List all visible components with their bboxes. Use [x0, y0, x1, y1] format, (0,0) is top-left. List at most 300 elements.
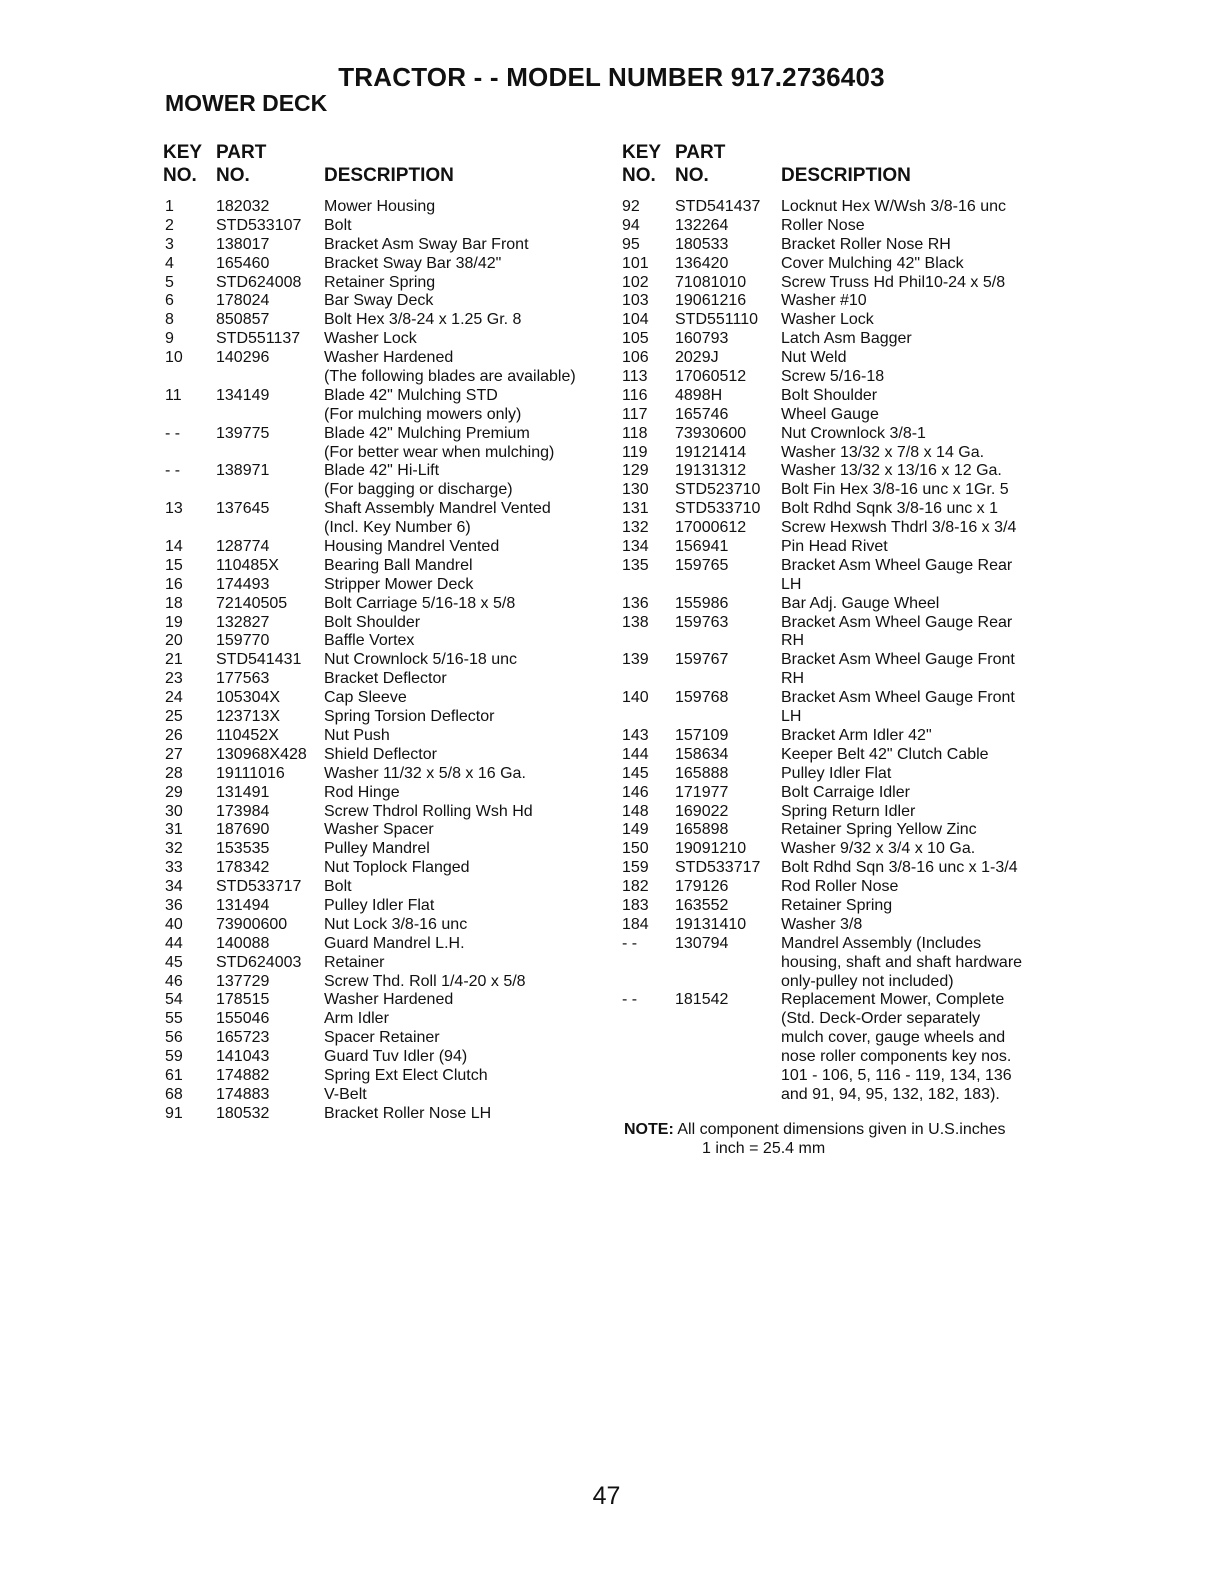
- table-row: [622, 274, 1062, 293]
- part-description: Screw Truss Hd Phil10-24 x 5/8: [781, 273, 1006, 291]
- table-row: [622, 462, 1062, 481]
- description-header: DESCRIPTION: [324, 165, 454, 186]
- part-number: STD523710: [675, 481, 761, 499]
- part-number: STD533710: [675, 500, 761, 518]
- key-number: 139: [622, 651, 649, 669]
- table-row: [163, 1010, 608, 1029]
- table-row: [622, 840, 1062, 859]
- key-number: 5: [165, 273, 174, 291]
- table-row: [163, 368, 608, 387]
- table-row: [163, 765, 608, 784]
- key-number: - -: [622, 991, 638, 1009]
- part-description: Washer Spacer: [324, 821, 434, 839]
- note-conversion: 1 inch = 25.4 mm: [702, 1140, 826, 1157]
- table-row: [622, 481, 1062, 500]
- part-number: STD533717: [216, 878, 302, 896]
- table-row: [163, 576, 608, 595]
- note: [624, 1120, 1006, 1158]
- table-row: [622, 292, 1062, 311]
- key-number: 27: [165, 745, 183, 763]
- table-row: [163, 274, 608, 293]
- part-description: LH: [781, 575, 802, 593]
- table-row: [622, 632, 1062, 651]
- table-row: [622, 784, 1062, 803]
- part-number: 17000612: [675, 519, 747, 537]
- table-row: [163, 198, 608, 217]
- table-row: [622, 1029, 1062, 1048]
- key-number: 148: [622, 802, 649, 820]
- part-description: Washer Lock: [324, 330, 417, 348]
- table-row: [622, 519, 1062, 538]
- part-number: STD551137: [216, 330, 301, 348]
- key-number: 105: [622, 330, 649, 348]
- table-row: [163, 1029, 608, 1048]
- part-number: 178515: [216, 991, 270, 1009]
- part-description: Bracket Roller Nose LH: [324, 1104, 492, 1122]
- table-row: [163, 821, 608, 840]
- table-row: [163, 330, 608, 349]
- table-row: [622, 387, 1062, 406]
- part-description: Bracket Asm Wheel Gauge Front: [781, 689, 1015, 707]
- part-description: Nut Toplock Flanged: [324, 859, 470, 877]
- part-number: 178342: [216, 859, 270, 877]
- part-description: Rod Roller Nose: [781, 878, 899, 896]
- table-row: [622, 255, 1062, 274]
- table-row: [163, 935, 608, 954]
- table-row: [622, 878, 1062, 897]
- table-row: [163, 689, 608, 708]
- part-header: PART: [216, 142, 267, 163]
- table-row: [163, 746, 608, 765]
- part-number: 155046: [216, 1010, 270, 1028]
- part-description: Washer 13/32 x 7/8 x 14 Ga.: [781, 443, 985, 461]
- part-description: Spacer Retainer: [324, 1029, 440, 1047]
- part-no-header: NO.: [675, 165, 709, 186]
- part-description: Wheel Gauge: [781, 405, 879, 423]
- table-row: [163, 727, 608, 746]
- part-number: 132264: [675, 216, 729, 234]
- part-number: 138017: [216, 235, 270, 253]
- table-row: [163, 973, 608, 992]
- table-row: [622, 689, 1062, 708]
- part-number: 19131410: [675, 915, 747, 933]
- part-description: V-Belt: [324, 1085, 367, 1103]
- part-description: Bracket Sway Bar 38/42": [324, 254, 502, 272]
- table-row: [622, 538, 1062, 557]
- table-row: [163, 538, 608, 557]
- key-number: 28: [165, 764, 183, 782]
- part-number: 169022: [675, 802, 729, 820]
- part-number: 19061216: [675, 292, 747, 310]
- part-number: 71081010: [675, 273, 747, 291]
- table-row: [622, 595, 1062, 614]
- key-number: 36: [165, 896, 183, 914]
- key-number: 131: [622, 500, 649, 518]
- part-description: Cover Mulching 42" Black: [781, 254, 964, 272]
- part-description: Rod Hinge: [324, 783, 400, 801]
- key-number: 132: [622, 519, 649, 537]
- key-number: 29: [165, 783, 183, 801]
- table-row: [163, 1067, 608, 1086]
- key-number: 103: [622, 292, 649, 310]
- page-title: TRACTOR - - MODEL NUMBER 917.2736403: [338, 62, 885, 92]
- part-number: 130794: [675, 934, 729, 952]
- part-number: 134149: [216, 386, 270, 404]
- key-header: KEY: [163, 142, 203, 163]
- part-description: 101 - 106, 5, 116 - 119, 134, 136: [781, 1066, 1012, 1084]
- part-number: 123713X: [216, 708, 281, 726]
- table-row: [163, 406, 608, 425]
- part-description: Guard Mandrel L.H.: [324, 934, 465, 952]
- table-header: [163, 142, 608, 186]
- part-description: Housing Mandrel Vented: [324, 538, 500, 556]
- part-description: Screw Hexwsh Thdrl 3/8-16 x 3/4: [781, 519, 1017, 537]
- part-number: 110452X: [216, 726, 279, 744]
- part-description: Nut Push: [324, 726, 390, 744]
- table-row: [622, 803, 1062, 822]
- key-header: KEY: [622, 142, 662, 163]
- key-number: 106: [622, 349, 649, 367]
- part-description: Bar Sway Deck: [324, 292, 434, 310]
- key-number: 18: [165, 594, 183, 612]
- key-number: 117: [622, 405, 648, 423]
- parts-list: [622, 198, 1062, 1105]
- part-number: 159770: [216, 632, 270, 650]
- table-header: [622, 142, 1062, 186]
- key-number: 129: [622, 462, 649, 480]
- table-row: [163, 236, 608, 255]
- key-number: 138: [622, 613, 649, 631]
- table-row: [163, 500, 608, 519]
- part-description: Bolt Carraige Idler: [781, 783, 910, 801]
- table-row: [163, 519, 608, 538]
- part-header: PART: [675, 142, 726, 163]
- part-number: 128774: [216, 538, 270, 556]
- key-number: 11: [165, 386, 182, 404]
- key-number: 119: [622, 443, 648, 461]
- parts-table-left: [163, 142, 608, 1124]
- key-number: 3: [165, 235, 174, 253]
- part-number: 72140505: [216, 594, 288, 612]
- part-number: 163552: [675, 896, 729, 914]
- part-description: (For bagging or discharge): [324, 481, 513, 499]
- part-description: Guard Tuv Idler (94): [324, 1048, 468, 1066]
- part-description: (For better wear when mulching): [324, 443, 555, 461]
- part-description: only-pulley not included): [781, 972, 954, 990]
- table-row: [622, 236, 1062, 255]
- part-description: Mandrel Assembly (Includes: [781, 934, 982, 952]
- part-description: Bolt Fin Hex 3/8-16 unc x 1Gr. 5: [781, 481, 1009, 499]
- table-row: [622, 935, 1062, 954]
- parts-table-right: [622, 142, 1062, 1105]
- part-description: Retainer Spring Yellow Zinc: [781, 821, 977, 839]
- key-no-header: NO.: [163, 165, 197, 186]
- key-number: 10: [165, 349, 183, 367]
- part-number: 19121414: [675, 443, 747, 461]
- key-number: 2: [165, 216, 174, 234]
- part-description: Spring Return Idler: [781, 802, 916, 820]
- part-number: 155986: [675, 594, 729, 612]
- part-number: 850857: [216, 311, 270, 329]
- part-number: 159767: [675, 651, 729, 669]
- part-description: Bracket Asm Wheel Gauge Rear: [781, 613, 1013, 631]
- key-number: 56: [165, 1029, 183, 1047]
- table-row: [622, 670, 1062, 689]
- part-description: Nut Crownlock 3/8-1: [781, 424, 926, 442]
- part-description: housing, shaft and shaft hardware: [781, 953, 1023, 971]
- key-number: 140: [622, 689, 649, 707]
- key-number: 135: [622, 556, 649, 574]
- part-description: Bracket Asm Wheel Gauge Rear: [781, 556, 1013, 574]
- part-description: Pulley Idler Flat: [324, 896, 435, 914]
- part-description: LH: [781, 708, 802, 726]
- key-number: 19: [165, 613, 183, 631]
- page-number: 47: [592, 1482, 621, 1510]
- part-description: Retainer Spring: [324, 273, 436, 291]
- table-row: [622, 349, 1062, 368]
- key-number: 26: [165, 726, 183, 744]
- table-row: [622, 614, 1062, 633]
- part-number: 174883: [216, 1085, 270, 1103]
- key-number: - -: [165, 424, 181, 442]
- part-description: Pin Head Rivet: [781, 538, 888, 556]
- key-number: 24: [165, 689, 183, 707]
- table-row: [163, 916, 608, 935]
- key-number: 134: [622, 538, 649, 556]
- key-number: 34: [165, 878, 183, 896]
- part-number: 182032: [216, 198, 270, 215]
- table-row: [622, 217, 1062, 236]
- part-description: Mower Housing: [324, 198, 436, 215]
- part-number: 105304X: [216, 689, 281, 707]
- part-description: Bolt: [324, 216, 352, 234]
- table-row: [622, 991, 1062, 1010]
- table-row: [622, 973, 1062, 992]
- table-row: [163, 292, 608, 311]
- table-row: [622, 746, 1062, 765]
- table-row: [163, 859, 608, 878]
- part-number: 178024: [216, 292, 270, 310]
- part-description: Screw 5/16-18: [781, 368, 885, 386]
- part-number: 131491: [216, 783, 270, 801]
- table-row: [622, 859, 1062, 878]
- key-number: 1: [165, 198, 174, 215]
- table-row: [622, 1048, 1062, 1067]
- part-description: Washer 11/32 x 5/8 x 16 Ga.: [324, 764, 526, 782]
- table-row: [622, 708, 1062, 727]
- part-number: STD541437: [675, 198, 761, 215]
- key-number: 118: [622, 424, 648, 442]
- table-row: [163, 670, 608, 689]
- table-row: [163, 311, 608, 330]
- part-number: 157109: [675, 726, 729, 744]
- part-description: Bracket Deflector: [324, 670, 447, 688]
- table-row: [622, 765, 1062, 784]
- note-text: All component dimensions given in U.S.inches: [673, 1121, 1006, 1138]
- key-number: 61: [165, 1066, 183, 1084]
- part-description: mulch cover, gauge wheels and: [781, 1029, 1006, 1047]
- part-number: 173984: [216, 802, 270, 820]
- key-number: 159: [622, 859, 649, 877]
- part-number: 171977: [675, 783, 729, 801]
- table-row: [622, 557, 1062, 576]
- key-number: 32: [165, 840, 183, 858]
- part-description: Nut Weld: [781, 349, 847, 367]
- part-number: 153535: [216, 840, 270, 858]
- table-row: [622, 727, 1062, 746]
- part-number: STD533107: [216, 216, 302, 234]
- key-number: 20: [165, 632, 183, 650]
- key-number: 144: [622, 745, 649, 763]
- table-row: [163, 784, 608, 803]
- table-row: [622, 821, 1062, 840]
- table-row: [622, 311, 1062, 330]
- part-description: Bolt Shoulder: [781, 386, 878, 404]
- key-number: 46: [165, 972, 183, 990]
- part-description: Washer 3/8: [781, 915, 863, 933]
- key-number: 9: [165, 330, 174, 348]
- key-number: 33: [165, 859, 183, 877]
- key-number: 6: [165, 292, 174, 310]
- table-row: [163, 387, 608, 406]
- table-row: [163, 349, 608, 368]
- part-number: 159768: [675, 689, 729, 707]
- table-row: [163, 217, 608, 236]
- key-number: 113: [622, 368, 648, 386]
- part-description: Latch Asm Bagger: [781, 330, 912, 348]
- part-description: and 91, 94, 95, 132, 182, 183).: [781, 1085, 1000, 1103]
- part-number: 180533: [675, 235, 729, 253]
- part-number: 141043: [216, 1048, 270, 1066]
- part-number: 179126: [675, 878, 729, 896]
- part-number: 159765: [675, 556, 729, 574]
- key-number: 4: [165, 254, 174, 272]
- part-number: 165888: [675, 764, 729, 782]
- key-number: 44: [165, 934, 183, 952]
- part-description: RH: [781, 670, 805, 688]
- part-number: 131494: [216, 896, 270, 914]
- part-description: Locknut Hex W/Wsh 3/8-16 unc: [781, 198, 1006, 215]
- part-number: 180532: [216, 1104, 270, 1122]
- key-number: 68: [165, 1085, 183, 1103]
- key-number: 136: [622, 594, 649, 612]
- key-number: 94: [622, 216, 640, 234]
- table-row: [622, 954, 1062, 973]
- part-description: Cap Sleeve: [324, 689, 407, 707]
- part-description: Bracket Arm Idler 42": [781, 726, 932, 744]
- table-row: [163, 1105, 608, 1124]
- part-description: Bracket Roller Nose RH: [781, 235, 951, 253]
- part-description: (The following blades are available): [324, 368, 576, 386]
- table-row: [622, 406, 1062, 425]
- key-number: 130: [622, 481, 649, 499]
- part-description: Blade 42" Mulching STD: [324, 386, 498, 404]
- table-row: [163, 444, 608, 463]
- table-row: [163, 991, 608, 1010]
- table-row: [163, 481, 608, 500]
- description-header: DESCRIPTION: [781, 165, 911, 186]
- part-number: 158634: [675, 745, 729, 763]
- key-number: 30: [165, 802, 183, 820]
- table-row: [622, 651, 1062, 670]
- section-title: MOWER DECK: [165, 90, 328, 116]
- table-row: [622, 916, 1062, 935]
- part-number: 4898H: [675, 386, 723, 404]
- key-number: 183: [622, 896, 649, 914]
- key-number: 146: [622, 783, 649, 801]
- part-description: Replacement Mower, Complete: [781, 991, 1005, 1009]
- part-description: Roller Nose: [781, 216, 865, 234]
- key-number: 116: [622, 386, 648, 404]
- part-description: Bolt Hex 3/8-24 x 1.25 Gr. 8: [324, 311, 522, 329]
- part-description: Spring Torsion Deflector: [324, 708, 495, 726]
- part-number: 181542: [675, 991, 729, 1009]
- part-number: 140088: [216, 934, 270, 952]
- table-row: [622, 425, 1062, 444]
- part-description: nose roller components key nos.: [781, 1048, 1012, 1066]
- part-description: Bar Adj. Gauge Wheel: [781, 594, 940, 612]
- part-description: Shield Deflector: [324, 745, 437, 763]
- key-number: 184: [622, 915, 649, 933]
- part-description: Screw Thdrol Rolling Wsh Hd: [324, 802, 533, 820]
- table-row: [622, 500, 1062, 519]
- key-number: 150: [622, 840, 649, 858]
- part-description: Blade 42" Hi-Lift: [324, 462, 440, 480]
- part-description: Stripper Mower Deck: [324, 575, 474, 593]
- part-number: 19131312: [675, 462, 747, 480]
- part-description: RH: [781, 632, 805, 650]
- key-number: 91: [165, 1104, 183, 1122]
- part-description: Retainer: [324, 953, 385, 971]
- key-number: 104: [622, 311, 649, 329]
- table-row: [622, 198, 1062, 217]
- table-row: [622, 576, 1062, 595]
- table-row: [163, 614, 608, 633]
- part-number: 19091210: [675, 840, 747, 858]
- key-number: 149: [622, 821, 649, 839]
- part-number: 137729: [216, 972, 270, 990]
- part-description: Arm Idler: [324, 1010, 389, 1028]
- key-number: 59: [165, 1048, 183, 1066]
- table-row: [163, 557, 608, 576]
- table-row: [163, 462, 608, 481]
- table-row: [622, 1010, 1062, 1029]
- part-description: Bolt Shoulder: [324, 613, 421, 631]
- parts-list: [163, 198, 608, 1124]
- part-description: Bolt Rdhd Sqnk 3/8-16 unc x 1: [781, 500, 999, 518]
- key-no-header: NO.: [622, 165, 656, 186]
- key-number: 15: [165, 556, 183, 574]
- part-number: STD624008: [216, 273, 302, 291]
- table-row: [163, 632, 608, 651]
- part-description: Bracket Asm Sway Bar Front: [324, 235, 529, 253]
- part-number: 2029J: [675, 349, 719, 367]
- key-number: 143: [622, 726, 649, 744]
- table-row: [163, 595, 608, 614]
- key-number: 95: [622, 235, 640, 253]
- part-number: STD533717: [675, 859, 761, 877]
- part-number: 165898: [675, 821, 729, 839]
- key-number: 40: [165, 915, 183, 933]
- part-description: Pulley Idler Flat: [781, 764, 892, 782]
- key-number: 102: [622, 273, 649, 291]
- key-number: 21: [165, 651, 183, 669]
- part-number: 73900600: [216, 915, 288, 933]
- key-number: 25: [165, 708, 183, 726]
- part-description: Nut Crownlock 5/16-18 unc: [324, 651, 517, 669]
- key-number: 182: [622, 878, 649, 896]
- part-description: Bolt Carriage 5/16-18 x 5/8: [324, 594, 516, 612]
